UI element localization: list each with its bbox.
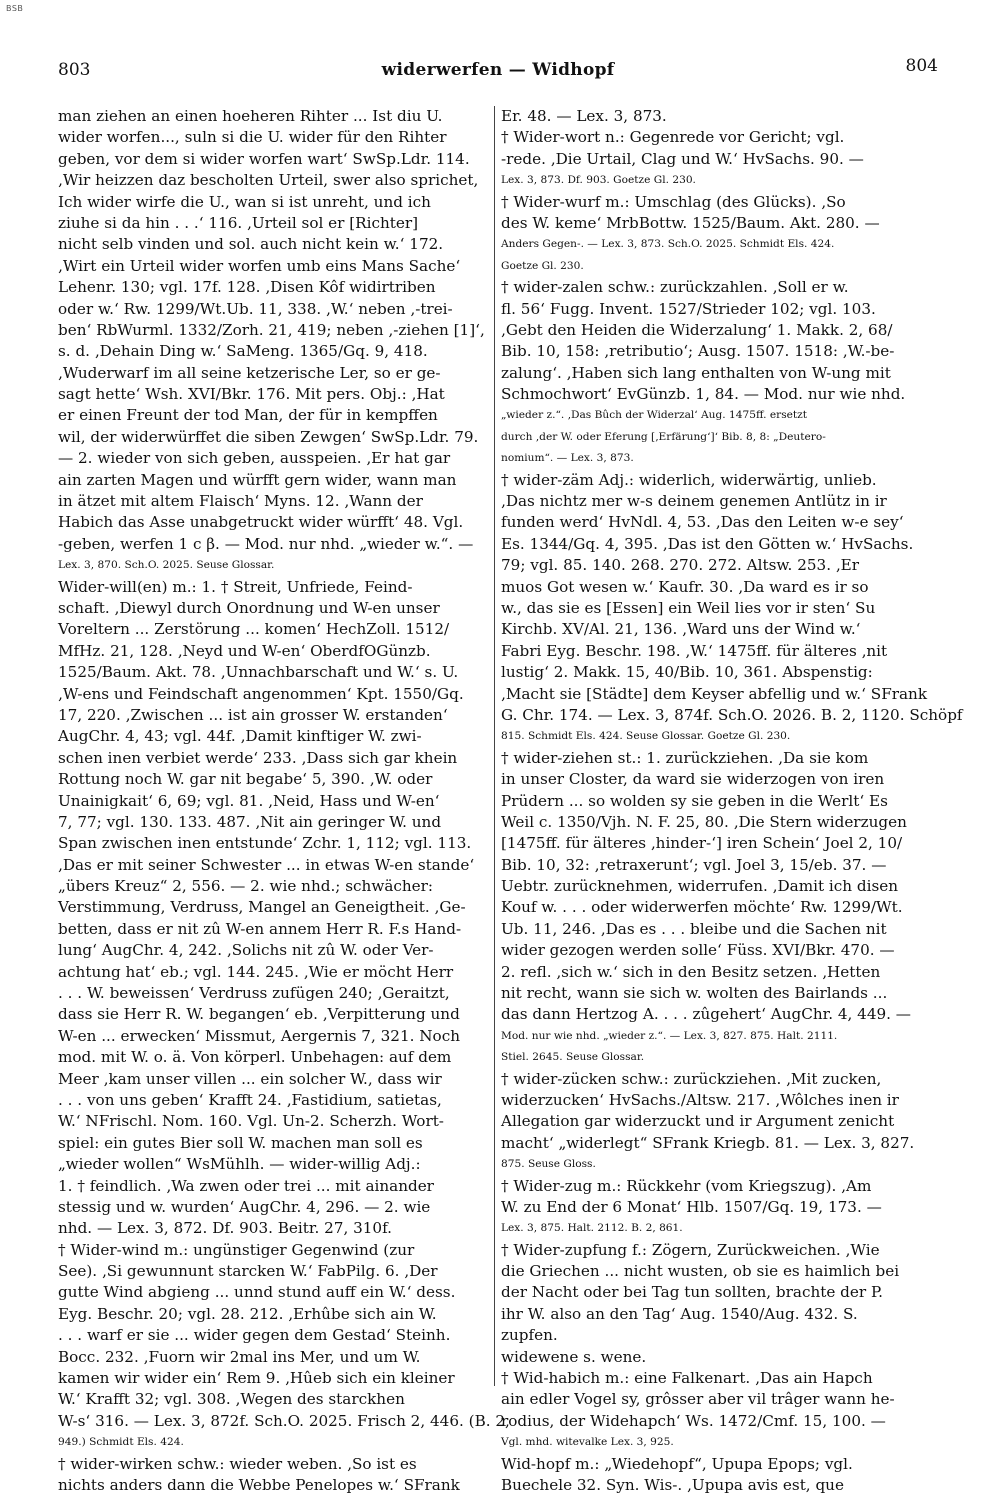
text-line: Schmochwort‘ EvGünzb. 1, 84. — Mod. nur wie nhd. [501,385,906,404]
column-divider [494,106,495,1386]
text-line: † wider-zücken schw.: zurückziehen. ‚Mit zucken, [501,1069,882,1088]
text-line: † Wider-wort n.: Gegenrede vor Gericht; vgl. [501,128,845,147]
text-line: 815. Schmidt Els. 424. Seuse Glossar. Goetze Gl. 230. [501,730,791,743]
text-line: W-s‘ 316. — Lex. 3, 872f. Sch.O. 2025. Frisch 2, 446. (B. 2, [58,1411,510,1430]
text-line: ‚Das er mit seiner Schwester ... in etwas W-en stande‘ [58,855,475,874]
text-line: Lex. 3, 873. Df. 903. Goetze Gl. 230. [501,174,696,187]
text-line: ben‘ RbWurml. 1332/Zorh. 21, 419; neben ‚-ziehen [1]‘, [58,320,485,339]
text-line: dass sie Herr R. W. begangen‘ eb. ‚Verpitterung und [58,1005,460,1024]
text-line: Span zwischen inen entstunde‘ Zchr. 1, 112; vgl. 113. [58,834,472,853]
text-line: Es. 1344/Gq. 4, 395. ‚Das ist den Götten w.‘ HvSachs. [501,534,914,553]
text-line: — 2. wieder von sich geben, ausspeien. ‚Er hat gar [58,449,451,468]
text-line: w., das sie es [Essen] ein Weil lies vor ir sten‘ Su [501,598,876,617]
text-line: zupfen. [501,1326,558,1345]
text-line: † wider-zäm Adj.: widerlich, widerwärtig, unlieb. [501,470,877,489]
text-line: -geben, werfen 1 c β. — Mod. nur nhd. „wieder w.“. — [58,534,474,553]
text-line: kamen wir wider ein‘ Rem 9. ‚Hûeb sich ein kleiner [58,1369,455,1388]
text-line: -rede. ‚Die Urtail, Clag und W.‘ HvSachs. 90. — [501,149,864,168]
text-line: Bib. 10, 32: ‚retraxerunt‘; vgl. Joel 3, 15/eb. 37. — [501,855,887,874]
text-line: „übers Kreuz“ 2, 556. — 2. wie nhd.; schwächer: [58,877,434,896]
text-line: 1. † feindlich. ‚Wa zwen oder trei ... mit ainander [58,1176,434,1195]
text-line: das dann Hertzog A. . . . zûgehert‘ AugChr. 4, 449. — [501,1005,911,1024]
text-line: See). ‚Si gewunnunt starcken W.‘ FabPilg. 6. ‚Der [58,1262,438,1281]
text-line: wil, der widerwürffet die siben Zewgen‘ SwSp.Ldr. 79. [58,427,479,446]
text-line: Ub. 11, 246. ‚Das es . . . bleibe und die Sachen nit [501,919,887,938]
text-line: betten, dass er nit zû W-en annem Herr R. F.s Hand- [58,919,462,938]
text-line: Uebtr. zurücknehmen, widerrufen. ‚Damit ich disen [501,877,899,896]
text-line: . . . warf er sie ... wider gegen dem Gestad‘ Steinh. [58,1326,451,1345]
text-line: Prüdern ... so wolden sy sie geben in die Werlt‘ Es [501,791,888,810]
text-line: wider worfen..., suln si die U. wider für den Rihter [58,128,447,147]
text-line: lustig‘ 2. Makk. 15, 40/Bib. 10, 361. Abspenstig: [501,663,873,682]
text-line: Kirchb. XV/Al. 21, 136. ‚Ward uns der Wind w.‘ [501,620,861,639]
text-line: funden werd‘ HvNdl. 4, 53. ‚Das den Leiten w-e sey‘ [501,513,904,532]
text-line: G. Chr. 174. — Lex. 3, 874f. Sch.O. 2026. B. 2, 1120. Schöpf [501,705,963,724]
text-line: 79; vgl. 85. 140. 268. 270. 272. Altsw. 253. ‚Er [501,556,860,575]
text-line: schen inen verbiet werde‘ 233. ‚Dass sich gar khein [58,748,458,767]
text-line: 7, 77; vgl. 130. 133. 487. ‚Nit ain geringer W. und [58,812,442,831]
text-line: . . . von uns geben‘ Krafft 24. ‚Fastidium, satietas, [58,1090,442,1109]
text-line: 2. refl. ‚sich w.‘ sich in den Besitz setzen. ‚Hetten [501,962,881,981]
text-line: in unser Closter, da ward sie widerzogen von iren [501,770,885,789]
text-line: W. zu End der 6 Monat‘ Hlb. 1507/Gq. 19, 173. — [501,1197,882,1216]
text-line: Bocc. 232. ‚Fuorn wir 2mal ins Mer, und um W. [58,1347,421,1366]
text-line: nit recht, wann sie sich w. wolten des Bairlands ... [501,984,888,1003]
text-line: † Wider-wind m.: ungünstiger Gegenwind (zur [58,1240,415,1259]
text-line: Unainigkait‘ 6, 69; vgl. 81. ‚Neid, Hass und W-en‘ [58,791,440,810]
text-line: wider gezogen werden solle‘ Füss. XVI/Bkr. 470. — [501,941,895,960]
text-line: ‚Das nichtz mer w-s deinem genemen Antlütz in ir [501,492,887,511]
text-line: Eyg. Beschr. 20; vgl. 28. 212. ‚Erhûbe sich ain W. [58,1304,437,1323]
text-line: nomium“. — Lex. 3, 873. [501,452,634,465]
text-line: W-en ... erwecken‘ Missmut, Aergernis 7, 321. Noch [58,1026,460,1045]
text-line: geben, vor dem si wider worfen wart‘ SwSp.Ldr. 114. [58,149,470,168]
text-line: s. d. ‚Dehain Ding w.‘ SaMeng. 1365/Gq. 9, 418. [58,342,428,361]
right-column [501,106,963,1494]
text-line: Lex. 3, 870. Sch.O. 2025. Seuse Glossar. [58,559,275,572]
text-line: 1525/Baum. Akt. 78. ‚Unnachbarschaft und W.‘ s. U. [58,663,459,682]
text-line: MfHz. 21, 128. ‚Neyd und W-en‘ OberdfOGünzb. [58,641,431,660]
text-line: durch ‚der W. oder Eferung [‚Erfärung‘]‘ Bib. 8, 8: „Deutero- [501,430,826,443]
text-line: AugChr. 4, 43; vgl. 44f. ‚Damit kinftiger W. zwi- [58,727,422,746]
text-line: W.‘ Krafft 32; vgl. 308. ‚Wegen des starckhen [58,1390,405,1409]
text-line: [1475ff. für älteres ‚hinder-‘] iren Schein‘ Joel 2, 10/ [501,834,903,853]
text-line: die Griechen ... nicht wusten, ob sie es haimlich bei [501,1262,900,1281]
text-line: Stiel. 2645. Seuse Glossar. [501,1051,645,1064]
text-line: 949.) Schmidt Els. 424. [58,1436,184,1449]
text-line: 17, 220. ‚Zwischen ... ist ain grosser W. erstanden‘ [58,705,448,724]
text-line: zalung‘. ‚Haben sich lang enthalten von W-ung mit [501,363,891,382]
text-line: Wid-hopf m.: „Wiedehopf“, Upupa Epops; vgl. [501,1454,853,1473]
left-column [58,106,510,1494]
text-line: ziuhe si da hin . . .‘ 116. ‚Urteil sol er [Richter] [58,213,419,232]
text-line: Anders Gegen-. — Lex. 3, 873. Sch.O. 2025. Schmidt Els. 424. [501,238,835,251]
text-line: Lehenr. 130; vgl. 17f. 128. ‚Disen Kôf widirtriben [58,278,436,297]
text-line: Vgl. mhd. witevalke Lex. 3, 925. [501,1436,674,1449]
text-line: Buechele 32. Syn. Wis-. ‚Upupa avis est, que [501,1476,844,1494]
text-line: ‚Macht sie [Städte] dem Keyser abfellig und w.‘ SFrank [501,684,928,703]
text-line: † wider-zalen schw.: zurückzahlen. ‚Soll er w. [501,278,849,297]
text-line: widerzucken‘ HvSachs./Altsw. 217. ‚Wôlches inen ir [501,1090,899,1109]
text-line: sagt hette‘ Wsh. XVI/Bkr. 176. Mit pers. Obj.: ‚Hat [58,385,445,404]
text-line: er einen Freunt der tod Man, der für in kempffen [58,406,438,425]
page-number-left: 803 [58,60,91,80]
text-line: Mod. nur wie nhd. „wieder z.“. — Lex. 3, 827. 875. Halt. 2111. [501,1029,838,1042]
text-line: 875. Seuse Gloss. [501,1158,596,1171]
text-line: Habich das Asse unabgetruckt wider würfft‘ 48. Vgl. [58,513,464,532]
text-line: Goetze Gl. 230. [501,259,584,272]
text-line: Rottung noch W. gar nit begabe‘ 5, 390. ‚W. oder [58,770,433,789]
text-line: der Nacht oder bei Tag tun sollten, brachte der P. [501,1283,883,1302]
text-line: widewene s. wene. [501,1347,647,1366]
text-line: Weil c. 1350/Vjh. N. F. 25, 80. ‚Die Stern widerzugen [501,812,907,831]
text-line: man ziehen an einen hoeheren Rihter ... Ist diu U. [58,107,443,125]
text-line: W.‘ NFrischl. Nom. 160. Vgl. Un-2. Scherzh. Wort- [58,1112,444,1131]
text-line: † Wider-wurf m.: Umschlag (des Glücks). ‚So [501,192,846,211]
text-line: oder w.‘ Rw. 1299/Wt.Ub. 11, 338. ‚W.‘ neben ‚-trei- [58,299,453,318]
text-line: nicht selb vinden und sol. auch nicht kein w.‘ 172. [58,235,444,254]
text-line: Verstimmung, Verdruss, Mangel an Geneigtheit. ‚Ge- [58,898,466,917]
text-line: stessig und w. wurden‘ AugChr. 4, 296. — 2. wie [58,1197,431,1216]
text-line: ain zarten Magen und würfft gern wider, wann man [58,470,457,489]
text-line: Bib. 10, 158: ‚retributio‘; Ausg. 1507. 1518: ‚W.-be- [501,342,895,361]
text-line: Fabri Eyg. Beschr. 198. ‚W.‘ 1475ff. für älteres ‚nit [501,641,888,660]
text-line: mod. mit W. o. ä. Von körperl. Unbehagen: auf dem [58,1048,452,1067]
text-line: des W. keme‘ MrbBottw. 1525/Baum. Akt. 280. — [501,213,880,232]
text-line: Meer ‚kam unser villen ... ein solcher W., dass wir [58,1069,442,1088]
text-line: fl. 56‘ Fugg. Invent. 1527/Strieder 102; vgl. 103. [501,299,876,318]
text-line: „wieder wollen“ WsMühlh. — wider-willig Adj.: [58,1155,421,1174]
text-line: ‚Wir heizzen daz bescholten Urteil, swer also sprichet, [58,171,479,190]
library-stamp: BSB [6,4,24,13]
text-line: Lex. 3, 875. Halt. 2112. B. 2, 861. [501,1222,683,1235]
text-line: Allegation gar widerzuckt und ir Argument zenicht [501,1112,895,1131]
text-line: schaft. ‚Diewyl durch Onordnung und W-en unser [58,598,440,617]
text-line: ‚Gebt den Heiden die Widerzalung‘ 1. Makk. 2, 68/ [501,320,893,339]
text-line: Voreltern ... Zerstörung ... komen‘ HechZoll. 1512/ [58,620,450,639]
text-line: † Wider-zug m.: Rückkehr (vom Kriegszug). ‚Am [501,1176,872,1195]
page-header [58,56,938,86]
text-line: Er. 48. — Lex. 3, 873. [501,107,667,125]
text-line: ‚W-ens und Feindschaft angenommen‘ Kpt. 1550/Gq. [58,684,464,703]
text-line: „wieder z.“. ‚Das Bûch der Widerzal‘ Aug. 1475ff. ersetzt [501,409,807,422]
text-line: macht‘ „widerlegt“ SFrank Kriegb. 81. — Lex. 3, 827. [501,1133,915,1152]
text-line: gutte Wind abgieng ... unnd stund auff ein W.‘ dess. [58,1283,456,1302]
text-line: nhd. — Lex. 3, 872. Df. 903. Beitr. 27, 310f. [58,1219,392,1238]
text-line: muos Got wesen w.‘ Kaufr. 30. ‚Da ward es ir so [501,577,869,596]
text-line: Ich wider wirfe die U., wan si ist unreht, und ich [58,192,431,211]
page-number-right: 804 [905,56,938,76]
text-line: lung‘ AugChr. 4, 242. ‚Solichs nit zû W. oder Ver- [58,941,434,960]
text-line: † wider-wirken schw.: wieder weben. ‚So ist es [58,1454,417,1473]
text-line: † Wider-zupfung f.: Zögern, Zurückweichen. ‚Wie [501,1240,880,1259]
text-line: ‚Wuderwarf im all seine ketzerische Ler, so er ge- [58,363,441,382]
text-line: ‚Wirt ein Urteil wider worfen umb eins Mans Sache‘ [58,256,461,275]
text-line: † wider-ziehen st.: 1. zurückziehen. ‚Da sie kom [501,748,869,767]
text-line: spiel: ein gutes Bier soll W. machen man soll es [58,1133,423,1152]
running-title: widerwerfen — Widhopf [381,60,615,80]
text-line: in ätzet mit altem Flaisch‘ Myns. 12. ‚Wann der [58,492,423,511]
text-line: achtung hat‘ eb.; vgl. 144. 245. ‚Wie er möcht Herr [58,962,454,981]
text-line: rodius, der Widehapch‘ Ws. 1472/Cmf. 15, 100. — [501,1411,886,1430]
text-line: Wider-will(en) m.: 1. † Streit, Unfriede, Feind- [58,577,413,596]
text-line: † Wid-habich m.: eine Falkenart. ‚Das ain Hapch [501,1369,873,1388]
text-line: nichts anders dann die Webbe Penelopes w.‘ SFrank [58,1476,460,1494]
text-line: ain edler Vogel sy, grôsser aber vil trâger wann he- [501,1390,895,1409]
text-line: ihr W. also an den Tag‘ Aug. 1540/Aug. 432. S. [501,1304,858,1323]
text-line: Kouf w. . . . oder widerwerfen möchte‘ Rw. 1299/Wt. [501,898,903,917]
text-line: . . . W. beweissen‘ Verdruss zufügen 240; ‚Geraitzt, [58,984,450,1003]
